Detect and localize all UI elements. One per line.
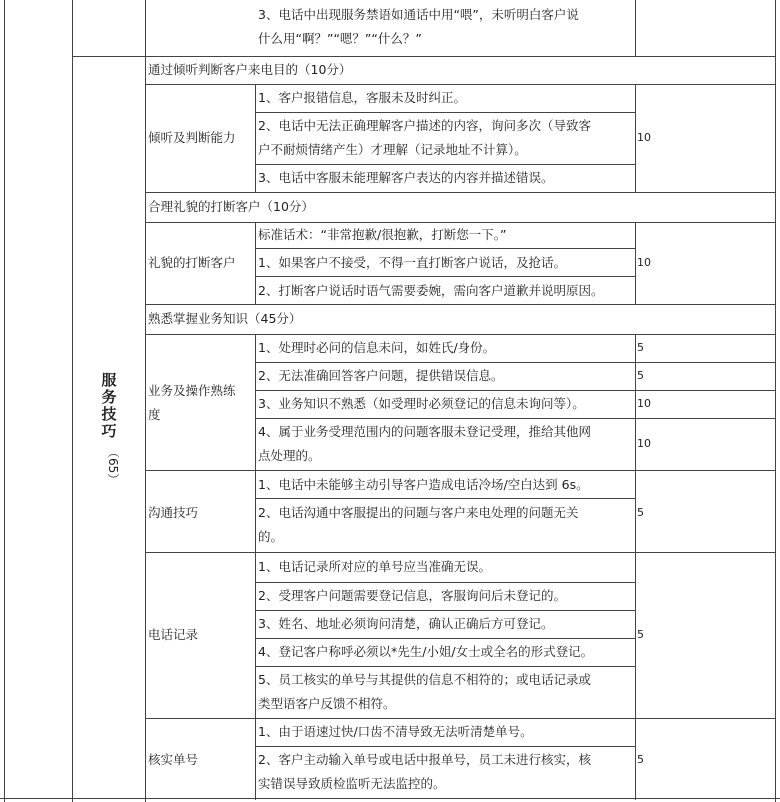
item-text: 实错误导致质检监听无法监控的。 (258, 776, 446, 791)
item-text: 1、客户报错信息，客服未及时纠正。 (258, 90, 466, 105)
row-line (0, 798, 780, 799)
border-score (635, 222, 636, 304)
row-line (145, 334, 776, 335)
row-line (255, 746, 636, 747)
item-text: 4、登记客户称呼必须以*先生/小姐/女士或全名的形式登记。 (258, 644, 594, 659)
row-line (255, 112, 636, 113)
item-text: 户不耐烦情绪产生）才理解（记录地址不计算）。 (258, 142, 527, 157)
item-score: 10 (637, 131, 651, 144)
item-text: 3、业务知识不熟悉（如受理时必须登记的信息未询问等）。 (258, 396, 585, 411)
border-left (4, 0, 5, 802)
item-text: 2、电话中无法正确理解客户描述的内容，询问多次（导致客 (258, 118, 591, 133)
row-line (255, 276, 636, 277)
sub-title: 度 (148, 407, 161, 422)
row-line (255, 362, 776, 363)
row-line (145, 84, 776, 85)
border-score (635, 84, 636, 192)
border-right (775, 0, 776, 802)
category-cell (100, 372, 122, 485)
item-score: 10 (637, 437, 651, 450)
item-text: 1、由于语速过快/口齿不清导致无法听清楚单号。 (258, 724, 533, 739)
row-line (145, 192, 776, 193)
row-line (145, 718, 776, 719)
sub-title: 核实单号 (148, 752, 199, 767)
row-line (255, 164, 636, 165)
border-sub (145, 0, 146, 802)
item-text: 3、电话中客服未能理解客户表达的内容并描述错误。 (258, 170, 554, 185)
item-text: 3、姓名、地址必须询问清楚，确认正确后方可登记。 (258, 616, 554, 631)
border-category (72, 0, 73, 802)
item-text: 1、处理时必问的信息未问，如姓氏/身份。 (258, 340, 496, 355)
item-text: 1、电话中未能够主动引导客户造成电话冷场/空白达到 6s。 (258, 477, 589, 492)
row-line (255, 638, 636, 639)
border-sub-item (255, 334, 256, 800)
sub-title: 电话记录 (148, 627, 199, 642)
sub-title: 沟通技巧 (148, 505, 199, 520)
item-text: 2、电话沟通中客服提出的问题与客户来电处理的问题无关 (258, 505, 579, 520)
border-sub-item (255, 222, 256, 304)
sub-title: 倾听及判断能力 (148, 130, 236, 145)
sub-title: 礼貌的打断客户 (148, 255, 236, 270)
row-line (145, 222, 776, 223)
sub-title: 业务及操作熟练 (148, 383, 236, 398)
category-label: 服务技巧 (101, 371, 117, 440)
border-score (635, 334, 636, 800)
row-line (145, 470, 776, 471)
item-text: 2、打断客户说话时语气需要委婉，需向客户道歉并说明原因。 (258, 283, 604, 298)
item-text: 4、属于业务受理范围内的问题客服未登记受理，推给其他网 (258, 424, 591, 439)
item-score: 5 (637, 506, 644, 519)
item-score: 10 (637, 256, 651, 269)
item-score: 5 (637, 628, 644, 641)
row-line (255, 610, 636, 611)
border-score (635, 0, 636, 56)
row-line (255, 582, 636, 583)
row-line (255, 248, 636, 249)
item-text: 3、电话中出现服务禁语如通话中用“喂”，未听明白客户说 (258, 7, 579, 22)
section-title: 合理礼貌的打断客户（10分） (148, 199, 314, 214)
row-line (255, 390, 776, 391)
item-text: 1、如果客户不接受，不得一直打断客户说话，及抢话。 (258, 255, 566, 270)
item-text: 点处理的。 (258, 448, 321, 463)
category-score: （65） (106, 446, 120, 486)
row-line (72, 56, 776, 57)
row-line (145, 552, 776, 553)
item-text: 2、无法准确回答客户问题，提供错误信息。 (258, 368, 504, 383)
item-text: 1、电话记录所对应的单号应当准确无误。 (258, 559, 491, 574)
section-title: 熟悉掌握业务知识（45分） (148, 311, 302, 326)
item-text: 2、客户主动输入单号或电话中报单号，员工未进行核实，核 (258, 752, 591, 767)
item-text: 标准话术：“非常抱歉/很抱歉，打断您一下。” (258, 227, 507, 242)
row-line (255, 666, 636, 667)
item-text: 的。 (258, 529, 284, 544)
item-text: 类型语客户反馈不相符。 (258, 696, 396, 711)
row-line (145, 304, 776, 305)
item-text: 什么用“啊？”“嗯？”“什么？” (258, 31, 422, 46)
item-score: 5 (637, 341, 644, 354)
item-text: 5、员工核实的单号与其提供的信息不相符的；或电话记录或 (258, 672, 591, 687)
item-score: 5 (637, 753, 644, 766)
row-line (255, 498, 636, 499)
border-sub-item (255, 84, 256, 192)
item-score: 10 (637, 397, 651, 410)
section-title: 通过倾听判断客户来电目的（10分） (148, 62, 352, 77)
item-score: 5 (637, 369, 644, 382)
row-line (255, 418, 776, 419)
item-text: 2、受理客户问题需要登记信息，客服询问后未登记的。 (258, 588, 566, 603)
